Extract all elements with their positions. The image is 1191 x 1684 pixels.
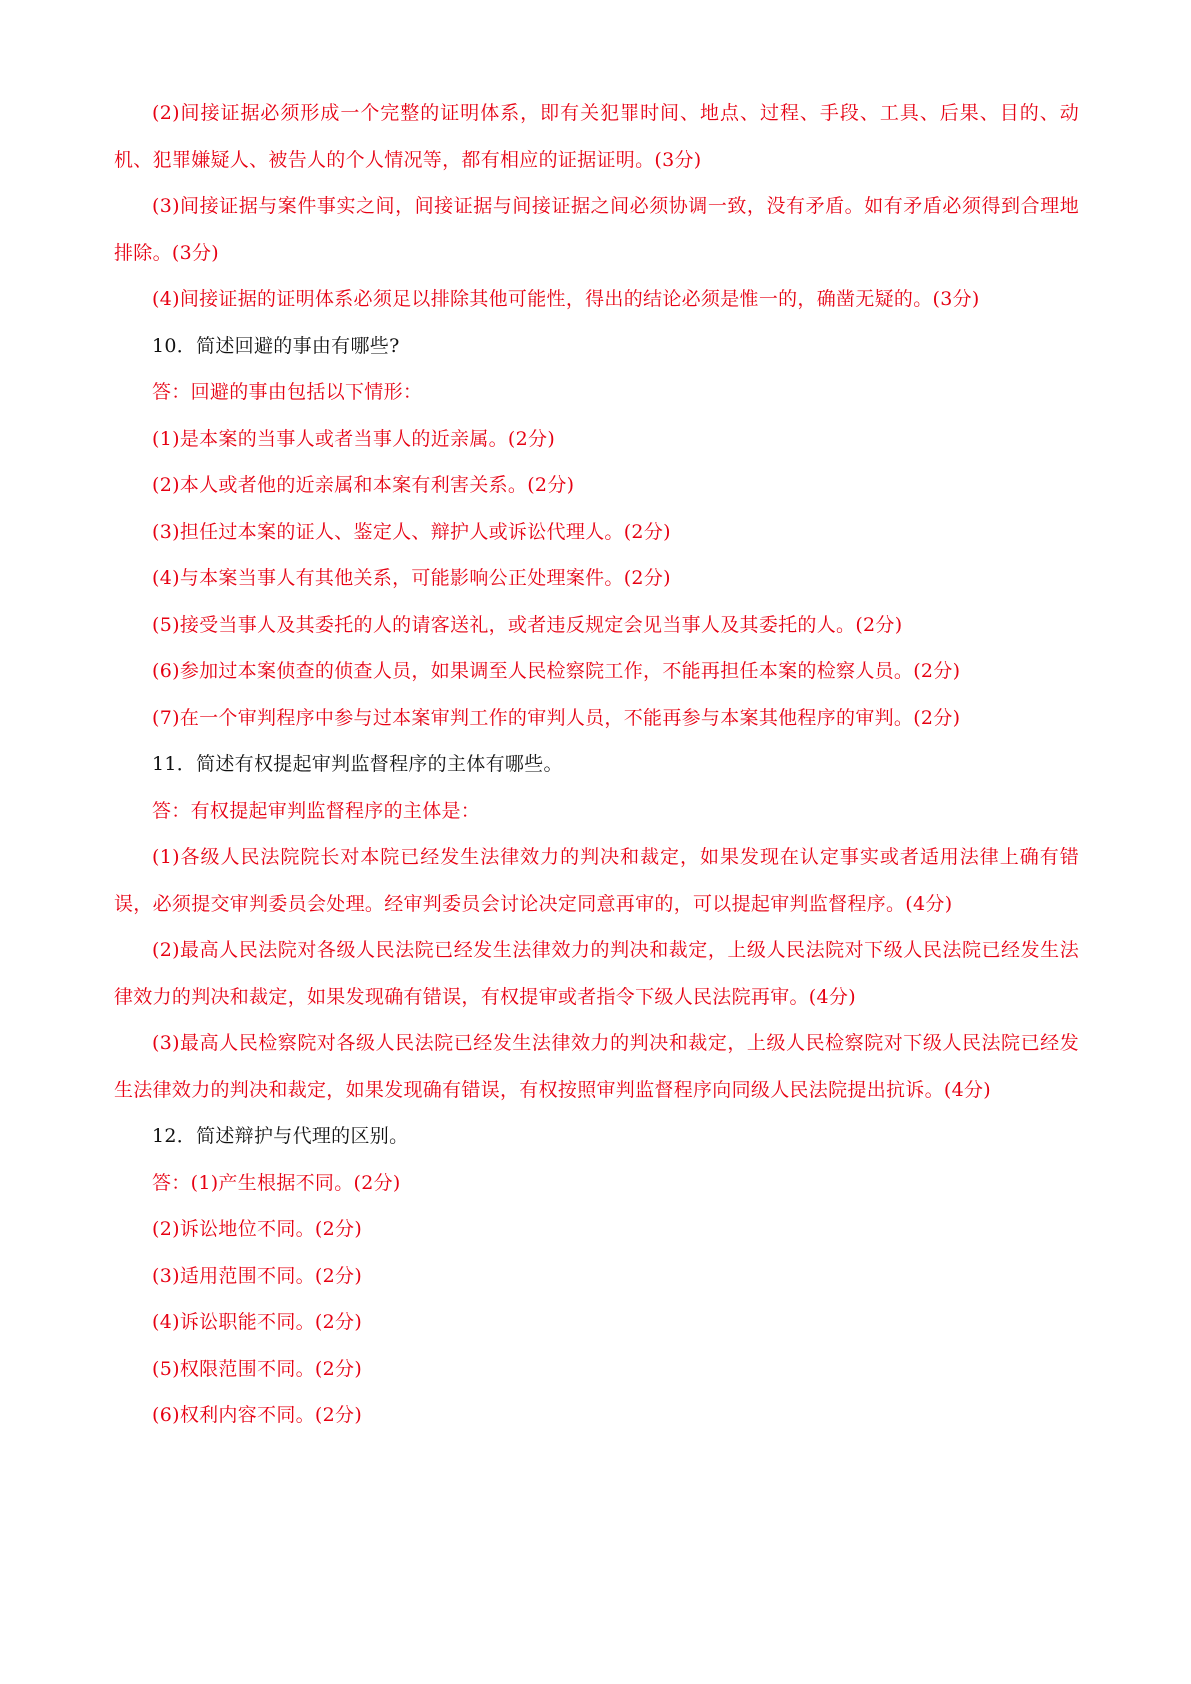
answer-item: 答：(1)产生根据不同。(2分) xyxy=(152,1171,401,1194)
answer-item: (3)最高人民检察院对各级人民法院已经发生法律效力的判决和裁定，上级人民检察院对下级人民法院已经发生法律效力的判决和裁定，如果发现确有错误，有权按照审判监督程序向同级人民法院提出抗诉。(4分) xyxy=(114,1032,1079,1101)
answer-paragraph: (4)间接证据的证明体系必须足以排除其他可能性，得出的结论必须是惟一的，确凿无疑的。(3分) xyxy=(152,288,980,310)
answer-item: (5)接受当事人及其委托的人的请客送礼，或者违反规定会见当事人及其委托的人。(2分) xyxy=(152,613,903,636)
answer-item: (2)诉讼地位不同。(2分) xyxy=(152,1218,363,1240)
answer-item: (2)最高人民法院对各级人民法院已经发生法律效力的判决和裁定，上级人民法院对下级人民法院已经发生法律效力的判决和裁定，如果发现确有错误，有权提审或者指令下级人民法院再审。(4分) xyxy=(114,939,1079,1008)
document-body xyxy=(114,90,1079,1439)
answer-item: (6)权利内容不同。(2分) xyxy=(152,1404,363,1426)
answer-item: (6)参加过本案侦查的侦查人员，如果调至人民检察院工作，不能再担任本案的检察人员。(2分) xyxy=(152,660,961,682)
answer-item: (5)权限范围不同。(2分) xyxy=(152,1357,363,1380)
answer-item: (4)与本案当事人有其他关系，可能影响公正处理案件。(2分) xyxy=(152,567,671,589)
answer-item: (7)在一个审判程序中参与过本案审判工作的审判人员，不能再参与本案其他程序的审判。(2分) xyxy=(152,706,961,729)
answer-item: (4)诉讼职能不同。(2分) xyxy=(152,1311,363,1333)
answer-item: (3)担任过本案的证人、鉴定人、辩护人或诉讼代理人。(2分) xyxy=(152,520,671,543)
answer-intro: 答：回避的事由包括以下情形： xyxy=(152,381,423,403)
question-heading: 12．简述辩护与代理的区别。 xyxy=(152,1125,409,1147)
answer-item: (3)适用范围不同。(2分) xyxy=(152,1264,363,1287)
question-heading: 11．简述有权提起审判监督程序的主体有哪些。 xyxy=(152,753,563,775)
answer-intro: 答：有权提起审判监督程序的主体是： xyxy=(152,799,481,822)
answer-item: (1)各级人民法院院长对本院已经发生法律效力的判决和裁定，如果发现在认定事实或者适用法律上确有错误，必须提交审判委员会处理。经审判委员会讨论决定同意再审的，可以提起审判监督程序。(4分) xyxy=(114,846,1079,915)
answer-paragraph: (3)间接证据与案件事实之间，间接证据与间接证据之间必须协调一致，没有矛盾。如有矛盾必须得到合理地排除。(3分) xyxy=(114,195,1079,264)
answer-paragraph: (2)间接证据必须形成一个完整的证明体系，即有关犯罪时间、地点、过程、手段、工具、后果、目的、动机、犯罪嫌疑人、被告人的个人情况等，都有相应的证据证明。(3分) xyxy=(114,102,1079,171)
answer-item: (1)是本案的当事人或者当事人的近亲属。(2分) xyxy=(152,427,556,450)
answer-item: (2)本人或者他的近亲属和本案有利害关系。(2分) xyxy=(152,474,575,496)
question-heading: 10．简述回避的事由有哪些? xyxy=(152,334,400,357)
